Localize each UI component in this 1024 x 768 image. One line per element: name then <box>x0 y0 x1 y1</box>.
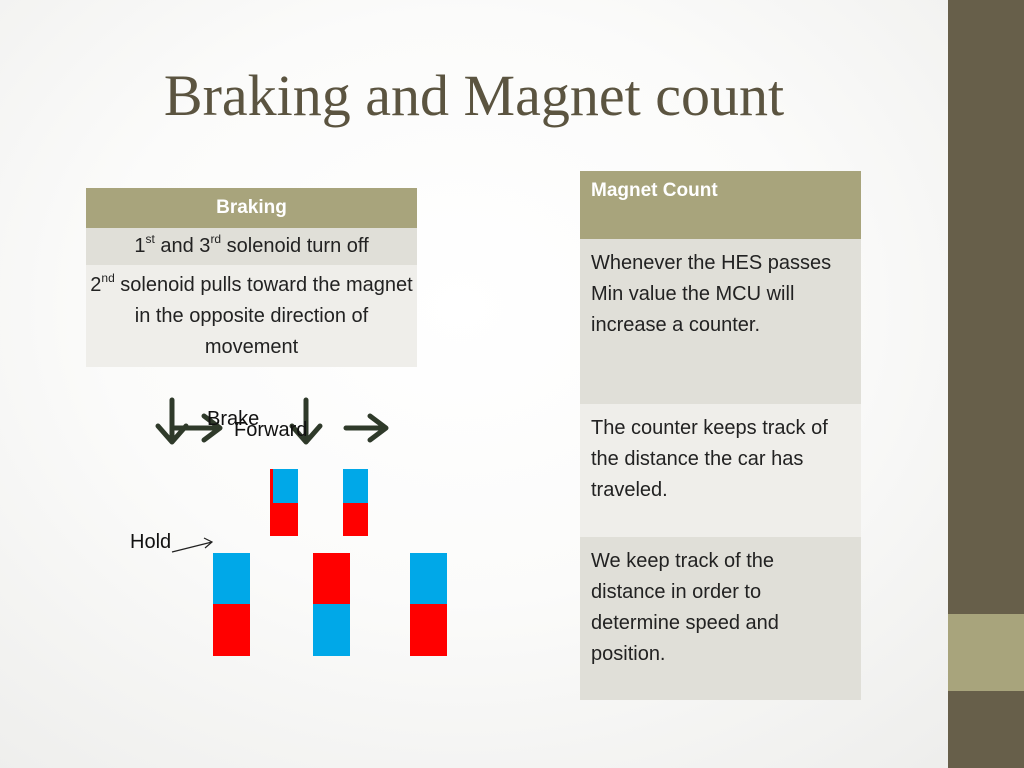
small-magnet-2-red <box>343 503 368 536</box>
small-magnet-1-blue <box>271 469 298 503</box>
small-magnet-1-red <box>271 503 298 536</box>
large-magnet-1-blue <box>213 553 250 604</box>
braking-header: Braking <box>86 188 417 228</box>
brake-label: Brake <box>207 408 260 430</box>
large-magnet-2-red <box>313 553 350 604</box>
slide-title: Braking and Magnet count <box>163 63 785 128</box>
magnet-count-row-2: The counter keeps track of the distance the car has traveled. <box>580 404 861 537</box>
hold-label: Hold <box>130 531 172 553</box>
magnet-count-header: Magnet Count <box>580 171 861 239</box>
braking-row-1: 1st and 3rd solenoid turn off <box>86 228 417 265</box>
large-magnet-3-blue <box>410 553 447 604</box>
right-arrow-icon-right <box>346 416 386 440</box>
forward-label: Forward <box>234 419 308 441</box>
magnet-count-row-1: Whenever the HES passes Min value the MCU will increase a counter. <box>580 239 861 404</box>
large-magnet-3-red <box>410 604 447 656</box>
side-accent-block <box>948 614 1024 691</box>
hold-pointer-arrow-icon <box>172 538 212 552</box>
large-magnet-2-blue <box>313 604 350 656</box>
braking-row-2: 2nd solenoid pulls toward the magnet in the opposite direction of movement <box>86 265 417 367</box>
large-magnet-1-red <box>213 604 250 656</box>
small-magnet-2-blue <box>343 469 368 503</box>
magnet-count-row-3: We keep track of the distance in order to determine speed and position. <box>580 537 861 700</box>
small-magnet-1-edge <box>270 469 273 536</box>
down-arrow-icon-left <box>158 400 186 442</box>
